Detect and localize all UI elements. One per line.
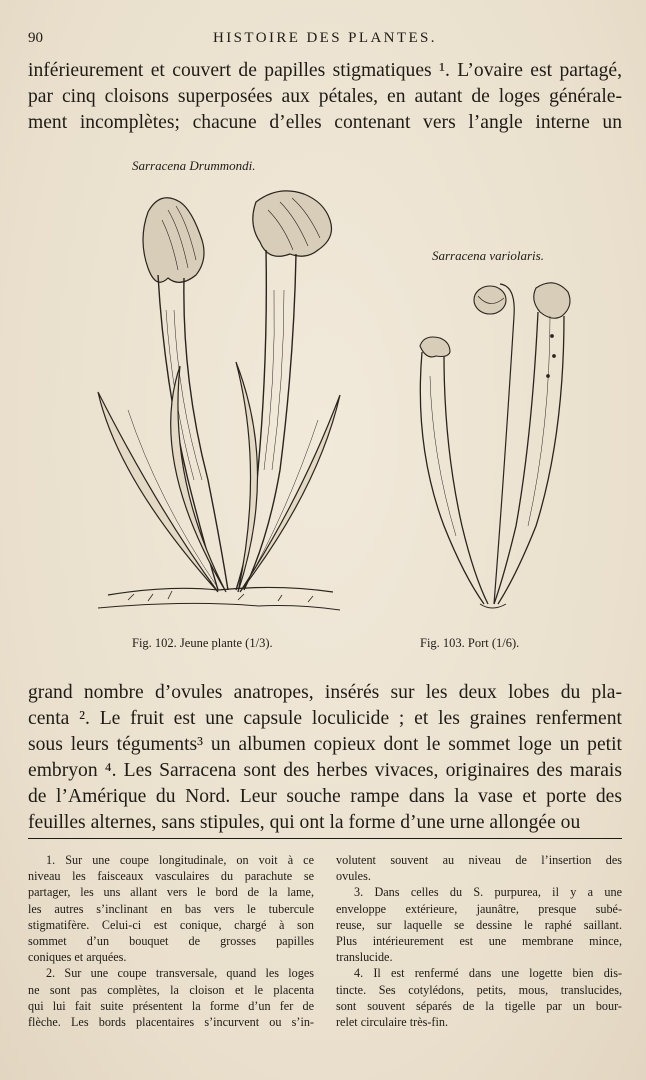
text-line: grand nombre d’ovules anatropes, insérés sur les deux lobes du pla- (28, 682, 622, 703)
footnote-line: 4. Il est renfermé dans une logette bien dis- (354, 966, 622, 981)
footnote-line: tincte. Ses cotylédons, petits, mous, translucides, (336, 982, 622, 997)
footnote-line: stigmatifère. Celui-ci est conique, chargé à son (28, 917, 314, 932)
footnotes-right-column (336, 852, 622, 1030)
sarracena-drummondi-illustration (68, 180, 358, 640)
footnote-line: Plus intérieurement est une membrane mince, (336, 934, 622, 949)
footnote-line: flèche. Les bords placentaires s’incurvent ou s’in- (28, 1015, 314, 1030)
footnote-2-continued (336, 852, 622, 884)
text-line: ment incomplètes; chacune d’elles contenant vers l’angle interne un (28, 112, 622, 133)
figure-102-caption: Fig. 102. Jeune plante (1/3). (132, 636, 273, 650)
footnote-line: ovules. (336, 869, 371, 884)
footnote-line: qui lui fait suite présentent la forme d’un fer de (28, 998, 314, 1013)
text-line: centa ². Le fruit est une capsule loculicide ; et les graines renferment (28, 708, 622, 729)
page-header (28, 30, 622, 50)
footnote-line: 1. Sur une coupe longitudinale, on voit à ce (46, 853, 314, 867)
footnote-line: les autres s’inclinant en bas vers le tubercule (28, 901, 314, 916)
text-line: par cinq cloisons superposées aux pétales, en autant de loges générale- (28, 86, 622, 107)
top-paragraph (28, 58, 622, 136)
text-line: feuilles alternes, sans stipules, qui ont la forme d’une urne allongée ou (28, 812, 581, 833)
footnote-line: enveloppe extérieure, jaunâtre, presque subé- (336, 901, 622, 916)
footnote-line: volutent souvent au niveau de l’insertion des (336, 853, 622, 867)
figures-plate (28, 150, 622, 660)
footnote-line: coniques et arquées. (28, 950, 127, 965)
footnote-1 (28, 852, 314, 965)
footnote-2 (28, 965, 314, 1030)
figure-103-caption: Fig. 103. Port (1/6). (420, 636, 520, 650)
footnote-line: 3. Dans celles du S. purpurea, il y a une (354, 885, 622, 900)
footnote-line: sont souvent séparés de la tigelle par un bour- (336, 998, 622, 1013)
sarracena-variolaris-illustration (404, 276, 574, 616)
text-line: embryon ⁴. Les Sarracena sont des herbes vivaces, originaires des marais (28, 760, 622, 781)
footnote-separator (28, 838, 622, 839)
footnote-line: translucide. (336, 950, 393, 965)
footnote-line: niveau les faisceaux vasculaires du parachute se (28, 869, 314, 884)
footnote-line: reuse, sur laquelle se dessine le raphé saillant. (336, 917, 622, 932)
footnote-line: sommet d’un bouquet de grosses papilles (28, 934, 314, 949)
text-line: sous leurs téguments³ un albumen copieux dont le sommet loge un petit (28, 734, 622, 755)
footnote-3 (336, 884, 622, 965)
running-title: HISTOIRE DES PLANTES. (213, 30, 437, 46)
text-line: de l’Amérique du Nord. Leur souche rampe dans la vase et porte des (28, 786, 622, 807)
footnote-line: relet circulaire très-fin. (336, 1015, 448, 1030)
page-number: 90 (28, 30, 43, 46)
footnote-4 (336, 965, 622, 1030)
footnote-line: ne sont pas complètes, la cloison et le placenta (28, 982, 314, 997)
bottom-paragraph (28, 680, 622, 836)
footnote-line: partager, les uns allant vers le bord de la lame, (28, 885, 314, 900)
figure-103-title: Sarracena variolaris. (432, 248, 544, 263)
footnote-line: 2. Sur une coupe transversale, quand les loges (46, 966, 314, 981)
figure-102-title: Sarracena Drummondi. (132, 158, 256, 173)
footnotes-left-column (28, 852, 314, 1030)
text-line: inférieurement et couvert de papilles stigmatiques ¹. L’ovaire est partagé, (28, 60, 622, 81)
